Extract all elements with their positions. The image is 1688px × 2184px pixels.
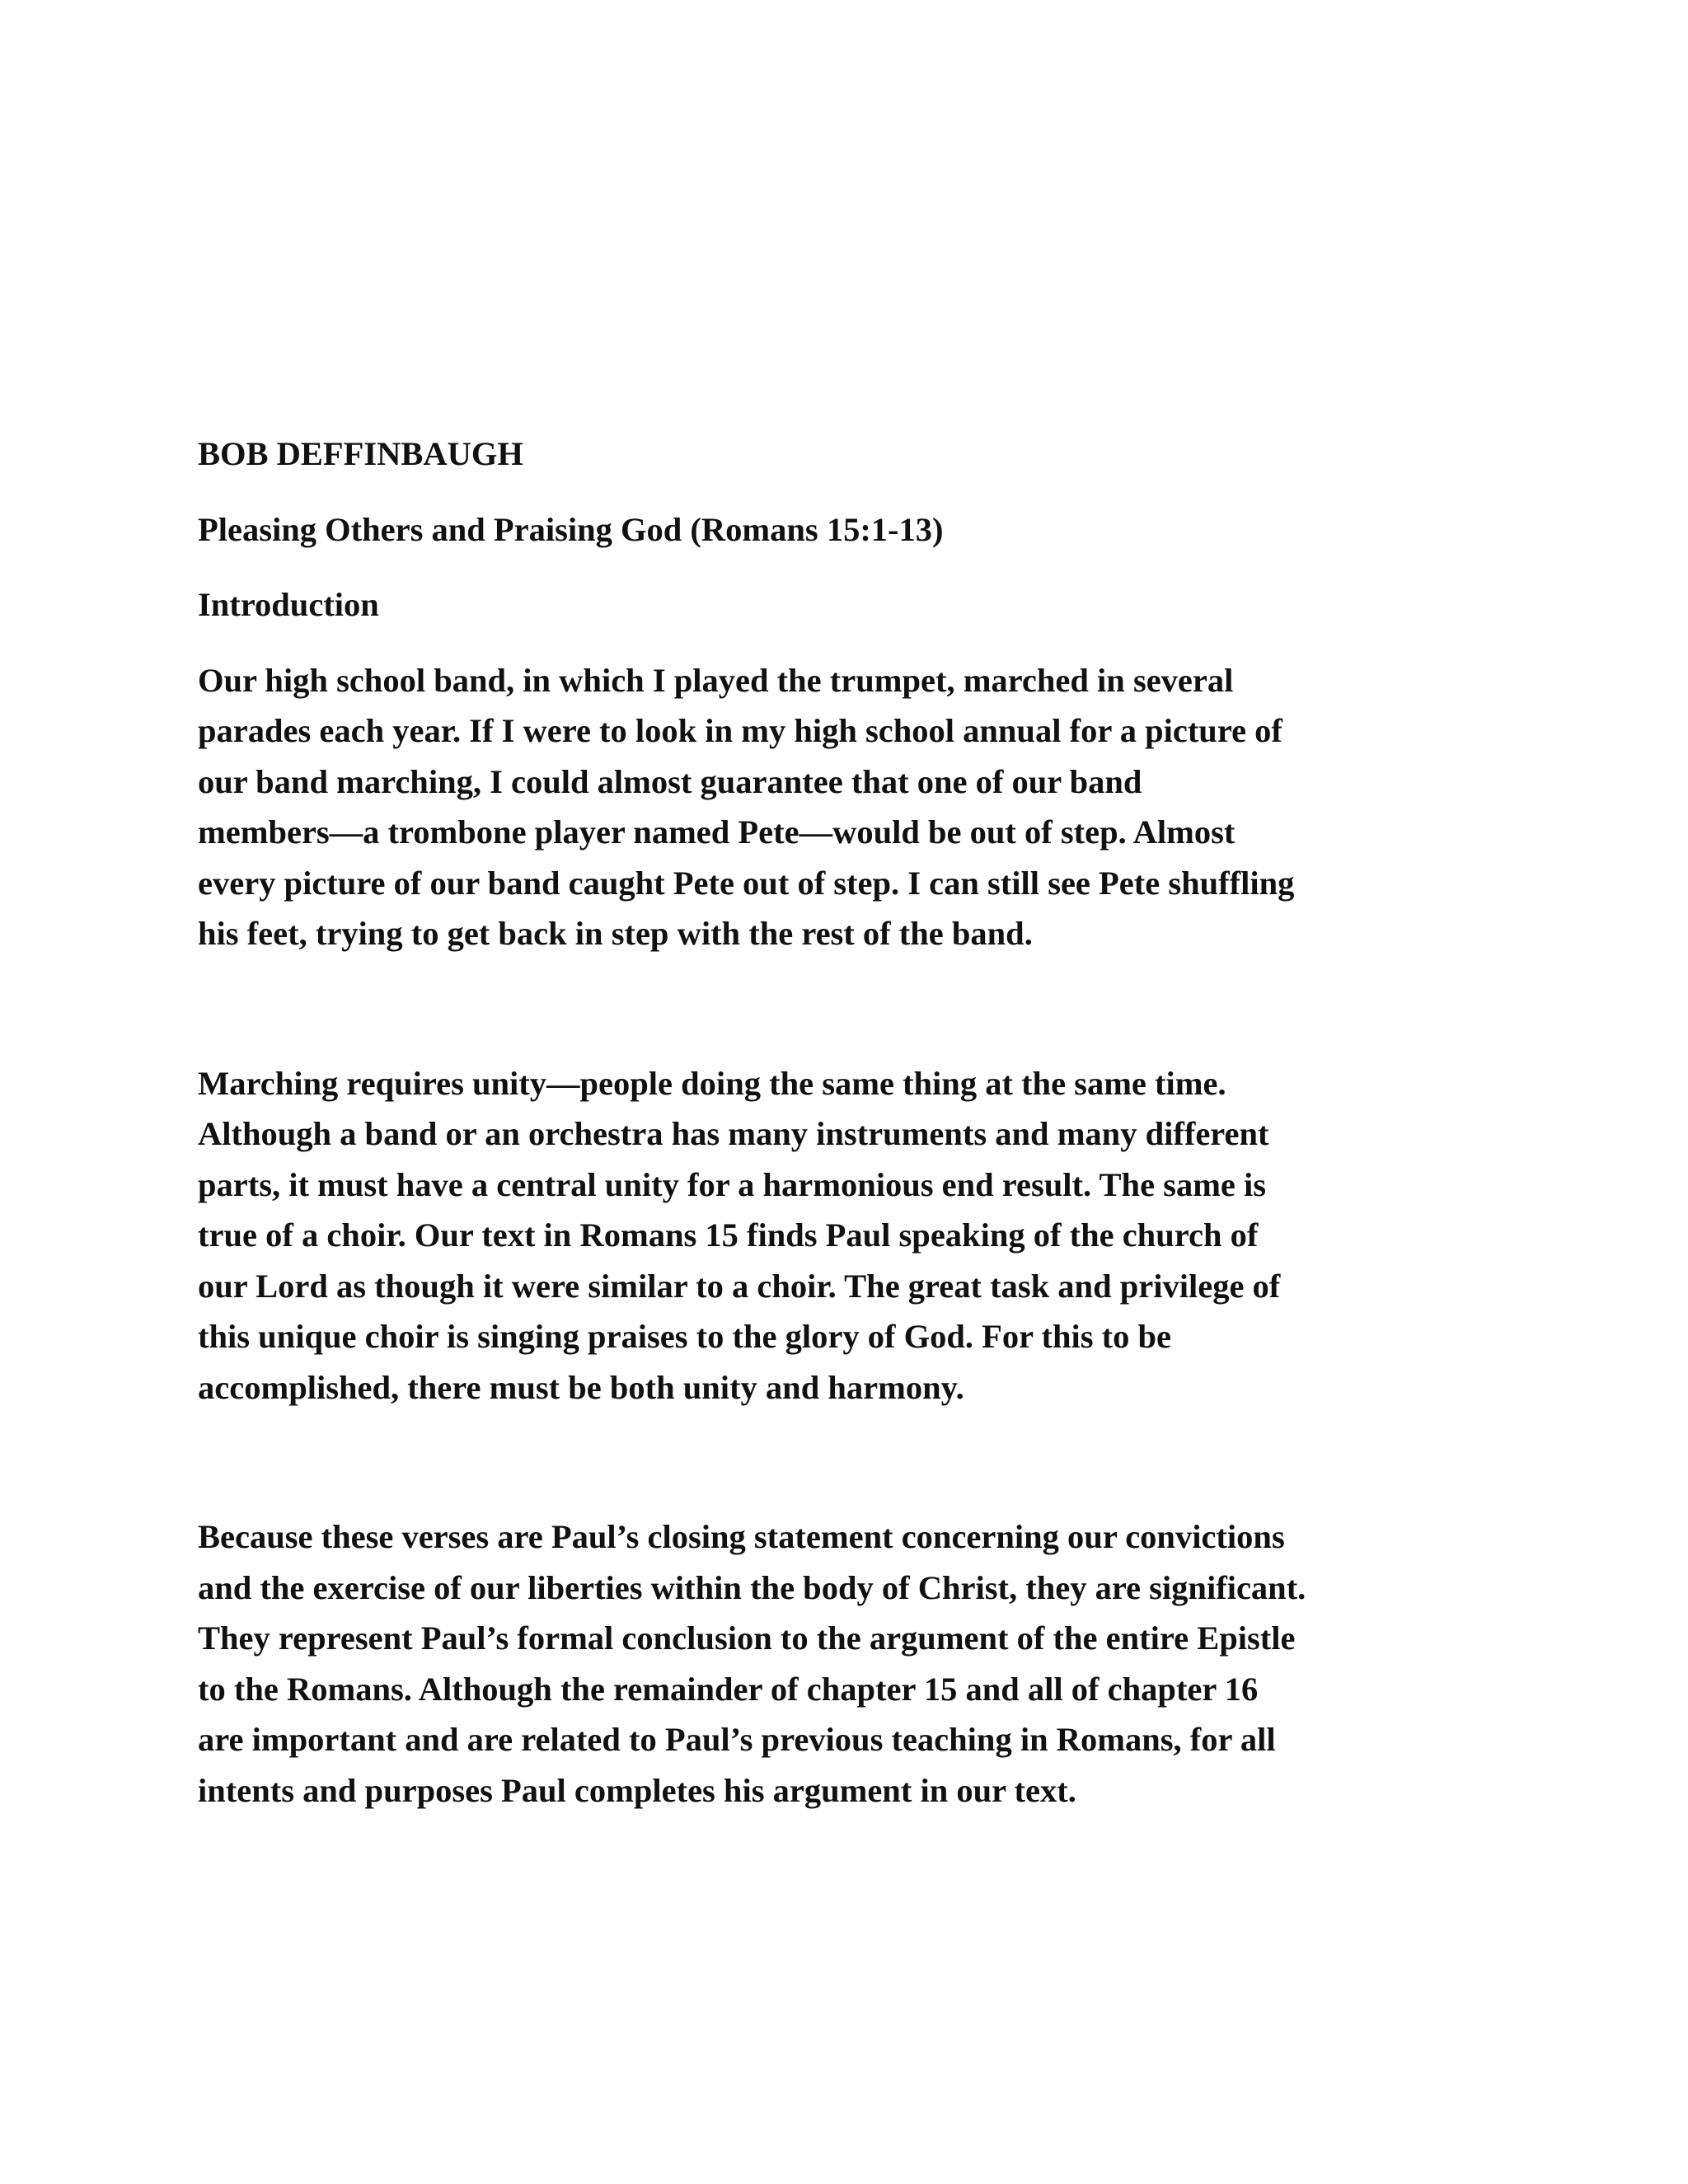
paragraph-line: members—a trombone player named Pete—would be out of step. Almost [198,813,1236,851]
paragraph-line: his feet, trying to get back in step with the rest of the band. [198,915,1033,952]
paragraph-line: and the exercise of our liberties within the body of Christ, they are significant. [198,1568,1306,1606]
paragraph-line: accomplished, there must be both unity and harmony. [198,1368,964,1406]
paragraph-line: Marching requires unity—people doing the same thing at the same time. [198,1064,1226,1102]
document-title: Pleasing Others and Praising God (Romans 15:1-13) [198,510,944,548]
paragraph-line: intents and purposes Paul completes his argument in our text. [198,1771,1076,1809]
paragraph-line: to the Romans. Although the remainder of chapter 15 and all of chapter 16 [198,1670,1259,1708]
paragraph-1 [198,655,1517,959]
paragraph-line: every picture of our band caught Pete out of step. I can still see Pete shuffling [198,864,1295,902]
paragraph-line: Although a band or an orchestra has many instruments and many different [198,1115,1269,1152]
paragraph-line: Because these verses are Paul’s closing statement concerning our convictions [198,1518,1285,1555]
paragraph-line: Our high school band, in which I played the trumpet, marched in several [198,661,1234,699]
paragraph-line: parts, it must have a central unity for a harmonious end result. The same is [198,1165,1267,1203]
paragraph-line: They represent Paul’s formal conclusion to the argument of the entire Epistle [198,1619,1296,1657]
paragraph-3 [198,1511,1517,1816]
paragraph-line: parades each year. If I were to look in my high school annual for a picture of [198,712,1282,749]
paragraph-line: this unique choir is singing praises to the glory of God. For this to be [198,1318,1172,1355]
document-body [198,429,1517,1816]
author-name: BOB DEFFINBAUGH [198,435,523,472]
paragraph-2 [198,1058,1517,1413]
paragraph-line: true of a choir. Our text in Romans 15 finds Paul speaking of the church of [198,1216,1259,1254]
paragraph-line: our band marching, I could almost guarantee that one of our band [198,762,1142,800]
paragraph-line: are important and are related to Paul’s previous teaching in Romans, for all [198,1721,1276,1758]
paragraph-line: our Lord as though it were similar to a choir. The great task and privilege of [198,1267,1281,1305]
section-heading: Introduction [198,586,379,623]
